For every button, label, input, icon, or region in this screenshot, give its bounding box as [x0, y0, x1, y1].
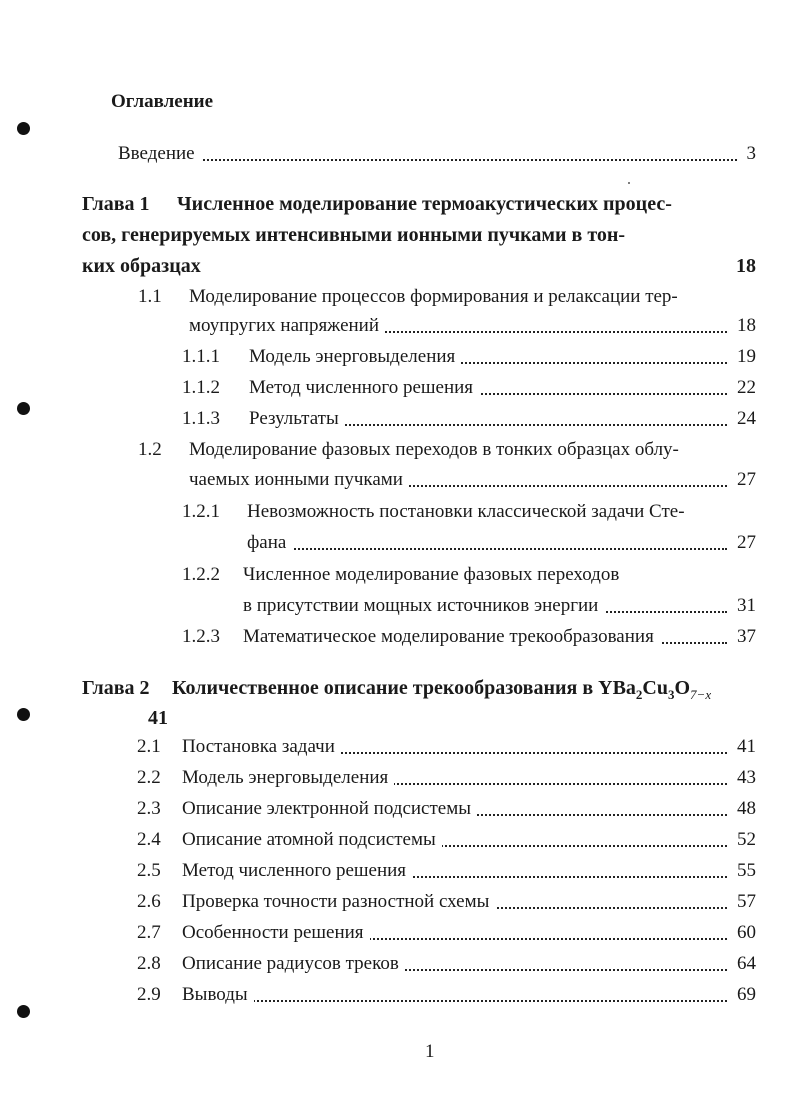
section-num-1-1-3: 1.1.3: [182, 408, 220, 429]
section-1-1-3-page: 24: [737, 408, 756, 429]
toc-intro-page: 3: [746, 143, 756, 164]
section-1-2-2-title: в присутствии мощных источников энергии: [243, 595, 604, 616]
section-1-2-title: чаемых ионными пучками: [189, 469, 409, 490]
section-1-2-2-line2[interactable]: [243, 594, 756, 618]
section-1-1-2-page: 22: [737, 377, 756, 398]
section-1-1-3[interactable]: [249, 407, 756, 431]
chapter2-page: 41: [148, 707, 168, 729]
section-num-1-2-1: 1.2.1: [182, 501, 220, 522]
section-2-6-title: Проверка точности разностной схемы: [182, 891, 495, 912]
chapter2-label: Глава 2: [82, 677, 150, 699]
section-1-1-2-title: Метод численного решения: [249, 377, 479, 398]
section-1-1-line1[interactable]: Моделирование процессов формирования и релаксации тер-: [189, 286, 678, 307]
chapter1-label: Глава 1: [82, 193, 150, 215]
section-2-8-page: 64: [737, 953, 756, 974]
section-num-2-3: 2.3: [137, 798, 161, 819]
section-num-2-7: 2.7: [137, 922, 161, 943]
section-2-6[interactable]: [182, 890, 756, 914]
section-2-7-page: 60: [737, 922, 756, 943]
section-num-2-5: 2.5: [137, 860, 161, 881]
section-2-7[interactable]: [182, 921, 756, 945]
section-num-1-1-1: 1.1.1: [182, 346, 220, 367]
section-2-5-page: 55: [737, 860, 756, 881]
section-num-1-2: 1.2: [138, 439, 162, 460]
section-num-2-4: 2.4: [137, 829, 161, 850]
section-1-2-line2[interactable]: [189, 468, 756, 492]
section-1-2-1-title: фана: [247, 532, 292, 553]
section-1-2-3-page: 37: [737, 626, 756, 647]
section-1-1-page: 18: [737, 315, 756, 336]
section-2-5-title: Метод численного решения: [182, 860, 412, 881]
section-num-1-2-3: 1.2.3: [182, 626, 220, 647]
section-1-1-1-page: 19: [737, 346, 756, 367]
section-num-1-1: 1.1: [138, 286, 162, 307]
section-2-1-title: Постановка задачи: [182, 736, 341, 757]
section-num-2-9: 2.9: [137, 984, 161, 1005]
speck: [628, 182, 630, 184]
section-1-1-1-title: Модель энерговыделения: [249, 346, 461, 367]
punch-hole-1: [17, 122, 30, 135]
section-2-3[interactable]: [182, 797, 756, 821]
section-num-2-6: 2.6: [137, 891, 161, 912]
section-1-2-2-line1[interactable]: Численное моделирование фазовых переходов: [243, 564, 620, 585]
section-2-3-title: Описание электронной подсистемы: [182, 798, 477, 819]
punch-hole-4: [17, 1005, 30, 1018]
section-2-8[interactable]: [182, 952, 756, 976]
section-1-2-1-line1[interactable]: Невозможность постановки классической задачи Сте-: [247, 501, 685, 522]
section-1-2-page: 27: [737, 469, 756, 490]
section-2-9-title: Выводы: [182, 984, 254, 1005]
chapter1-page: 18: [736, 255, 756, 277]
section-2-4-page: 52: [737, 829, 756, 850]
section-num-2-8: 2.8: [137, 953, 161, 974]
section-1-1-2[interactable]: [249, 376, 756, 400]
section-2-1-page: 41: [737, 736, 756, 757]
punch-hole-2: [17, 402, 30, 415]
toc-intro[interactable]: [118, 142, 756, 166]
punch-hole-3: [17, 708, 30, 721]
section-2-9-page: 69: [737, 984, 756, 1005]
section-2-8-title: Описание радиусов треков: [182, 953, 405, 974]
section-1-1-title: моупругих напряжений: [189, 315, 385, 336]
section-2-4[interactable]: [182, 828, 756, 852]
section-num-1-2-2: 1.2.2: [182, 564, 220, 585]
section-2-1[interactable]: [182, 735, 756, 759]
section-1-2-3-title: Математическое моделирование трекообразования: [243, 626, 660, 647]
section-2-6-page: 57: [737, 891, 756, 912]
section-num-1-1-2: 1.1.2: [182, 377, 220, 398]
chapter1-title-line3[interactable]: ких образцах: [82, 255, 201, 277]
chapter1-title-line1[interactable]: Численное моделирование термоакустических процес-: [177, 193, 672, 215]
section-2-2-title: Модель энерговыделения: [182, 767, 394, 788]
chapter1-title-line2[interactable]: сов, генерируемых интенсивными ионными пучками в тон-: [82, 224, 626, 246]
page-number: 1: [425, 1041, 435, 1062]
section-2-2[interactable]: [182, 766, 756, 790]
section-1-1-line2[interactable]: [189, 314, 756, 338]
chapter2-title[interactable]: Количественное описание трекообразования в $YBa_2Cu_3O_{7-x}$: [172, 677, 712, 702]
section-num-2-2: 2.2: [137, 767, 161, 788]
section-1-1-1[interactable]: [249, 345, 756, 369]
section-1-2-line1[interactable]: Моделирование фазовых переходов в тонких образцах облу-: [189, 439, 679, 460]
toc-intro-title: Введение: [118, 143, 201, 164]
section-2-7-title: Особенности решения: [182, 922, 370, 943]
section-1-1-3-title: Результаты: [249, 408, 345, 429]
section-2-5[interactable]: [182, 859, 756, 883]
toc-heading: Оглавление: [111, 91, 214, 112]
section-2-4-title: Описание атомной подсистемы: [182, 829, 442, 850]
section-1-2-2-page: 31: [737, 595, 756, 616]
section-1-2-1-page: 27: [737, 532, 756, 553]
section-1-2-3[interactable]: [243, 625, 756, 649]
section-2-2-page: 43: [737, 767, 756, 788]
section-num-2-1: 2.1: [137, 736, 161, 757]
section-2-3-page: 48: [737, 798, 756, 819]
section-2-9[interactable]: [182, 983, 756, 1007]
section-1-2-1-line2[interactable]: [247, 531, 756, 555]
